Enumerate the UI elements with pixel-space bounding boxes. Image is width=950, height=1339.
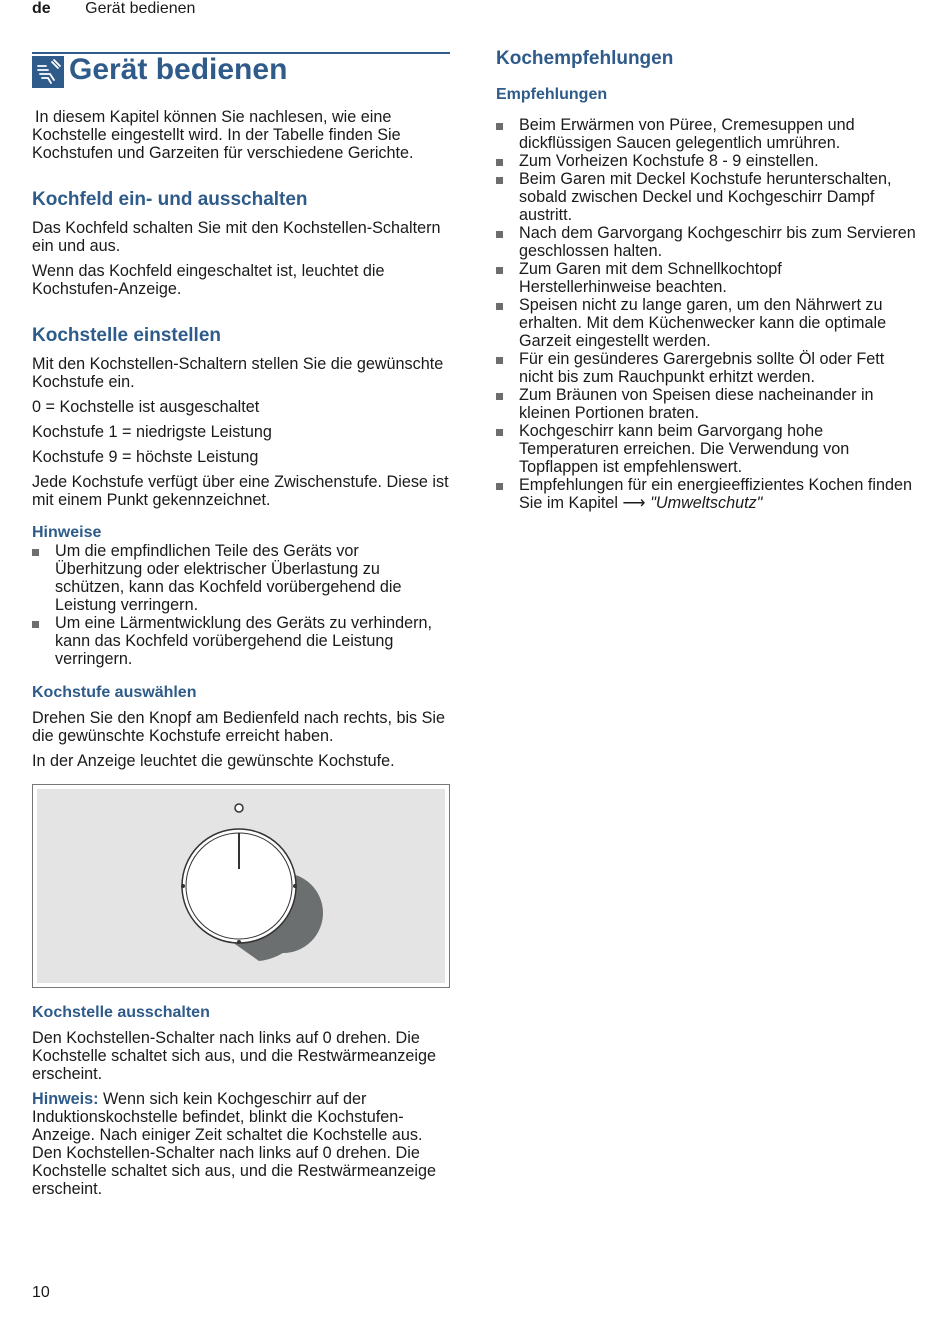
intro-text: In diesem Kapitel können Sie nachlesen, wie eine Kochstelle eingestellt wird. In der Tabelle finden Sie Kochstufen und Garzeiten für verschiedene Gerichte. [32,108,414,162]
list-item [496,476,916,512]
section-heading-set: Kochstelle einstellen [32,325,222,346]
recommendations-list [496,116,916,512]
paragraph: Den Kochstellen-Schalter nach links auf 0 drehen. Die Kochstelle schaltet sich aus, und die Restwärmeanzeige erscheint. [32,1029,437,1083]
list-item: Nach dem Garvorgang Kochgeschirr bis zum Servieren geschlossen halten. [496,224,916,260]
paragraph: Kochstufe 1 = niedrigste Leistung [32,423,272,441]
list-item: Zum Bräunen von Speisen diese nacheinander in kleinen Portionen braten. [496,386,916,422]
section-heading-recommendations: Kochempfehlungen [496,48,674,69]
header-title: Gerät bedienen [85,0,196,17]
list-item: Für ein gesünderes Garergebnis sollte Öl oder Fett nicht bis zum Rauchpunkt erhitzt werden. [496,350,916,386]
control-knob-figure [32,784,450,988]
right-column [496,48,916,512]
list-item: Beim Garen mit Deckel Kochstufe herunterschalten, sobald zwischen Deckel und Kochgeschirr Dampf austritt. [496,170,916,224]
paragraph: Mit den Kochstellen-Schaltern stellen Sie die gewünschte Kochstufe ein. [32,355,444,391]
list-item: Speisen nicht zu lange garen, um den Nährwert zu erhalten. Mit dem Küchenwecker kann die optimale Garzeit eingestellt werden. [496,296,916,350]
left-column [32,52,450,1198]
notes-list [32,542,450,668]
paragraph: Das Kochfeld schalten Sie mit den Kochstellen-Schaltern ein und aus. [32,219,441,255]
list-item: Kochgeschirr kann beim Garvorgang hohe Temperaturen erreichen. Die Verwendung von Topflappen ist empfehlenswert. [496,422,916,476]
section-heading-select: Kochstufe auswählen [32,684,197,701]
list-item: Um eine Lärmentwicklung des Geräts zu verhindern, kann das Kochfeld vorübergehend die Leistung verringern. [32,614,450,668]
chapter-title-row [32,52,450,94]
list-item: Zum Garen mit dem Schnellkochtopf Herstellerhinweise beachten. [496,260,916,296]
section-heading-power: Kochfeld ein- und ausschalten [32,189,308,210]
list-item: Beim Erwärmen von Püree, Cremesuppen und dickflüssigen Saucen gelegentlich umrühren. [496,116,916,152]
paragraph: Jede Kochstufe verfügt über eine Zwischenstufe. Diese ist mit einem Punkt gekennzeichnet. [32,473,449,509]
paragraph: In der Anzeige leuchtet die gewünschte Kochstufe. [32,752,395,770]
note-text: Wenn sich kein Kochgeschirr auf der Induktionskochstelle befindet, blinkt die Kochstufen-Anzeige. Nach einiger Zeit schaltet die Kochstelle aus. Den Kochstellen-Schalter nach links auf 0 drehen. Die Kochstelle schaltet sich aus, und die Restwärmeanzeige erscheint. [32,1090,437,1198]
chapter-title: Gerät bedienen [69,53,288,86]
note-label: Hinweis: [32,1090,99,1108]
knob-icon [37,789,445,983]
list-item: Um die empfindlichen Teile des Geräts vor Überhitzung oder elektrischer Überlastung zu schützen, kann das Kochfeld vorübergehend die Leistung verringern. [32,542,450,614]
paragraph: Kochstufe 9 = höchste Leistung [32,448,259,466]
list-item: Zum Vorheizen Kochstufe 8 - 9 einstellen. [496,152,916,170]
arrow-icon: ⟶ [622,494,646,512]
paragraph: 0 = Kochstelle ist ausgeschaltet [32,398,260,416]
page-number: 10 [32,1284,50,1301]
notes-heading: Hinweise [32,524,102,541]
subheading-recommendations: Empfehlungen [496,86,608,103]
hand-operation-icon [32,56,64,88]
page-header [32,0,195,18]
language-code: de [32,0,51,17]
paragraph: Drehen Sie den Knopf am Bedienfeld nach rechts, bis Sie die gewünschte Kochstufe erreicht haben. [32,709,446,745]
chapter-reference-link[interactable]: "Umweltschutz" [650,494,763,512]
paragraph: Wenn das Kochfeld eingeschaltet ist, leuchtet die Kochstufen-Anzeige. [32,262,385,298]
list-item-text: Empfehlungen für ein energieeffizientes Kochen finden Sie im Kapitel [519,476,912,512]
note-paragraph [32,1090,450,1198]
figure-panel [37,789,445,983]
section-heading-off: Kochstelle ausschalten [32,1004,210,1021]
